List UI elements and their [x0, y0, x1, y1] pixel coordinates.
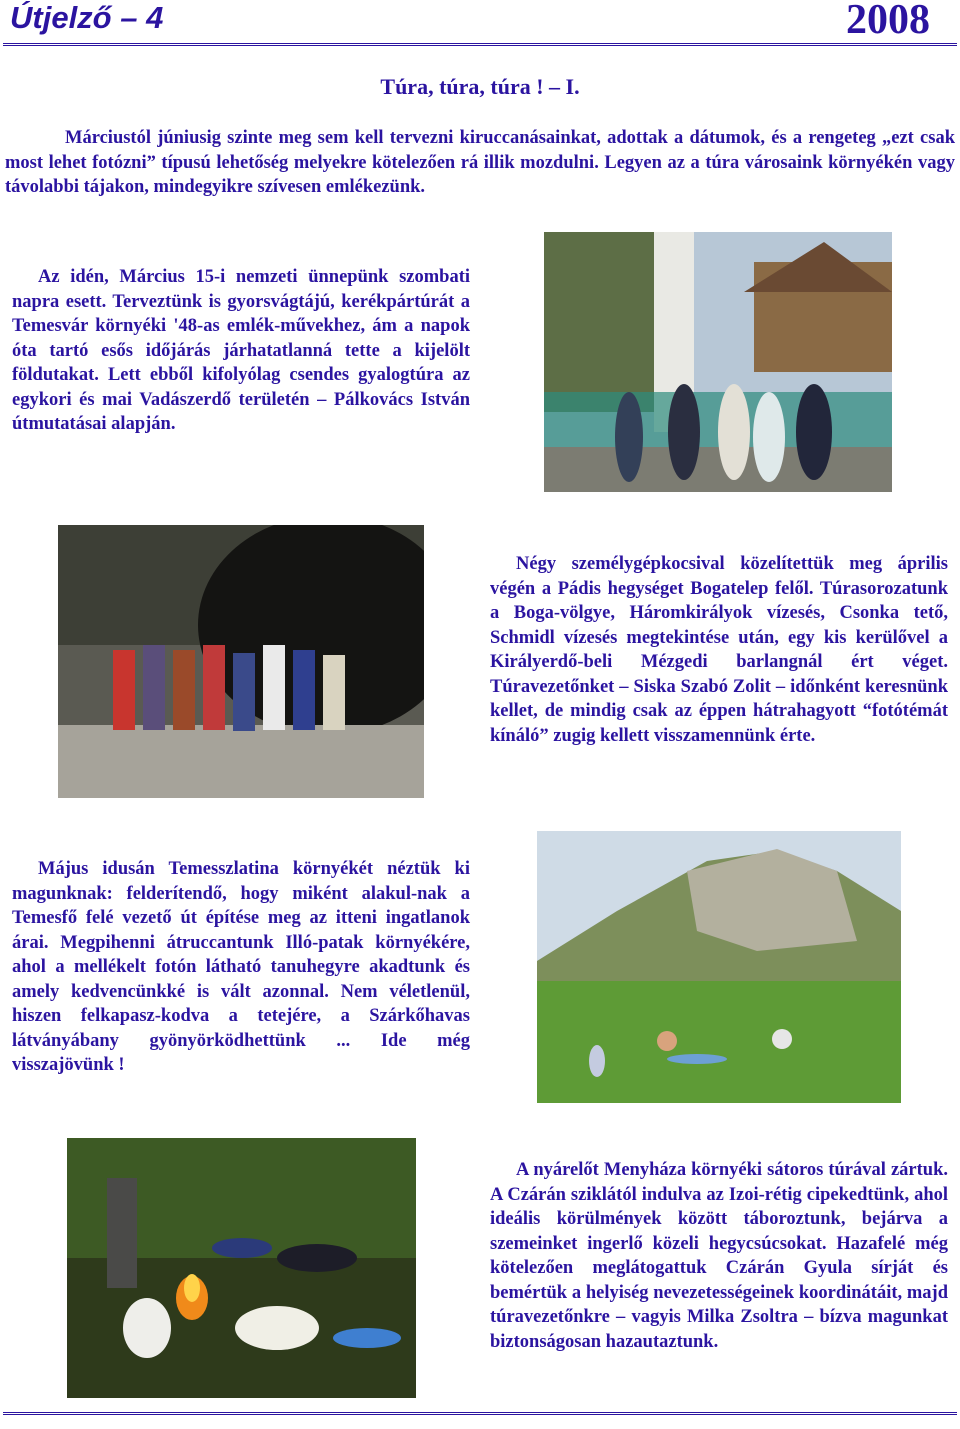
- section-paragraph-march: Az idén, Március 15-i nemzeti ünnepünk szombati napra esett. Terveztünk is gyorsvágtájú, kerékpártúrát a Temesvár környéki '48-as emlék-művekhez, ám a napok óta tartó esős időjárás járhatatlanná tette a kijelölt földutakat. Lett ebből kifolyólag csendes gyalogtúra az egykori és mai Vadászerdő területén – Pálkovács István útmutatásai alapján.: [12, 267, 470, 434]
- header-rule: [3, 43, 957, 46]
- photo-campfire: [67, 1138, 416, 1398]
- intro-paragraph: Márciustól júniusig szinte meg sem kell tervezni kiruccanásainkat, adottak a dátumok, és a rengeteg „ezt csak most lehet fotózni” típusú lehetőség melyekre kötelezően rá illik mozdulni. Legyen az a túra városaink környékén vagy távolabbi tájakon, mindegyikre szívesen emlékezünk.: [5, 128, 955, 197]
- article-title: Túra, túra, túra ! – I.: [380, 74, 580, 99]
- photo-cave-group: [58, 525, 424, 798]
- section-paragraph-summer: A nyárelőt Menyháza környéki sátoros túrával zártuk. A Czárán sziklától indulva az Izoi-rétig cipekedtünk, ahol ideális körülmények között táboroztunk, bejárva a szemeinket ingerlő közeli hegycsúcsokat. Hazafelé még kötelezően meglátogattuk Czárán Gyula sírját és bemértük a helyiség nevezetességeinek koordinátáit, majd túravezetőnkre – vagyis Milka Zsoltra – bízva magunkat biztonságosan hazautaztunk.: [490, 1160, 948, 1352]
- section-paragraph-may: Május idusán Temesszlatina környékét néztük ki magunknak: felderítendő, hogy miként alakul-nak a Temesfő felé vezető út építése meg az itteni ingatlanok árai. Megpihenni átruccantunk Illó-patak környékére, ahol a mellékelt fotón látható tanuhegyre akadtunk és amely kedvencünkké is vált azonnal. Nem véletlenül, hiszen felkapasz-kodva a tetejére, a Szárkőhavas látványábany gyönyörködhettünk ... Ide még visszajövünk !: [12, 859, 470, 1075]
- photo-hill-meadow: [537, 831, 901, 1103]
- publication-title: Útjelző – 4: [10, 0, 164, 35]
- year-label: 2008: [846, 0, 930, 43]
- section-paragraph-april: Négy személygépkocsival közelítettük meg április végén a Pádis hegységet Bogatelep felől. Túrasorozatunk a Boga-völgye, Háromkirályok vízesés, Csonka tető, Schmidl vízesés megtekintése után, egy kis kerülővel a Királyerdő-beli Mézgedi barlangnál ért véget. Túravezetőnket – Siska Szabó Zolit – időnként keresnünk kellet, de mindig csak az éppen hátrahagyott “fotótémát kínáló” zugig kellett visszamennünk érte.: [490, 554, 948, 746]
- footer-rule: [3, 1412, 957, 1415]
- photo-monument-group: [544, 232, 892, 492]
